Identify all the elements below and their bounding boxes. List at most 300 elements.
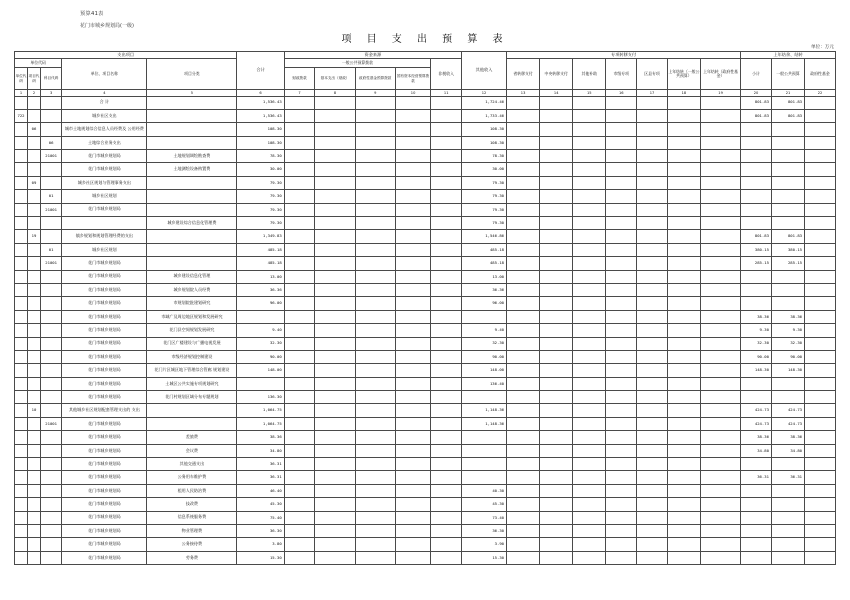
col-letter: 7 <box>284 90 315 97</box>
cell-gov-fund <box>355 511 395 524</box>
cell-project-class <box>147 176 237 189</box>
cell-central-trans <box>573 377 606 390</box>
cell-unit-code <box>15 297 28 310</box>
unit-label: 单位：万元 <box>811 45 834 50</box>
cell-soe-capital <box>395 471 430 484</box>
cell-fin-alloc <box>284 484 315 497</box>
page-title: 项 目 支 出 预 算 表 <box>341 34 509 45</box>
cell-fund-carry <box>805 350 836 363</box>
cell-basic-exp <box>315 377 355 390</box>
cell-fin-alloc <box>284 458 315 471</box>
cell-social-ins <box>431 337 462 350</box>
cell-other-trans <box>606 109 637 122</box>
cell-prov-trans <box>540 324 573 337</box>
cell-basic-exp <box>315 525 355 538</box>
cell-central-trans <box>573 337 606 350</box>
cell-prov-trans <box>540 243 573 256</box>
cell-carry-general <box>700 377 740 390</box>
cell-district <box>667 444 700 457</box>
cell-project-class: 技改费 <box>147 498 237 511</box>
cell-project-class: 城乡建设综合信息化管理费 <box>147 217 237 230</box>
cell-prov-trans <box>540 136 573 149</box>
cell-unit-name: 花门市城乡规划局 <box>62 283 147 296</box>
col-code-subject: 科目代码 <box>41 68 62 90</box>
cell-other-income <box>507 217 540 230</box>
cell-gov-fund <box>355 310 395 323</box>
cell-fund-carry <box>805 217 836 230</box>
cell-unit-code <box>15 123 28 136</box>
cell-unit-code <box>15 136 28 149</box>
cell-district <box>667 391 700 404</box>
cell-unit-code <box>15 163 28 176</box>
cell-subject-code <box>41 96 62 109</box>
cell-carry-general <box>700 551 740 564</box>
cell-project-class: 土地测绘设备购置费 <box>147 163 237 176</box>
cell-total: 36.36 <box>237 283 284 296</box>
cell-project-code: 10 <box>28 404 41 417</box>
cell-central-trans <box>573 123 606 136</box>
cell-central-trans <box>573 417 606 430</box>
cell-district <box>667 283 700 296</box>
cell-carry-general <box>700 150 740 163</box>
cell-project-code <box>28 484 41 497</box>
cell-social-ins <box>431 203 462 216</box>
cell-nontax: 1,148.36 <box>462 404 507 417</box>
cell-fund-carry <box>805 551 836 564</box>
cell-carry-general <box>700 190 740 203</box>
cell-sum <box>741 525 772 538</box>
cell-gov-fund <box>355 364 395 377</box>
cell-gov-fund <box>355 203 395 216</box>
cell-gen-carry <box>771 297 804 310</box>
cell-unit-name: 花门市城乡规划局 <box>62 525 147 538</box>
cell-central-trans <box>573 270 606 283</box>
cell-fin-alloc <box>284 377 315 390</box>
cell-city-level <box>637 337 668 350</box>
cell-unit-name: 花门市城乡规划局 <box>62 337 147 350</box>
cell-basic-exp <box>315 337 355 350</box>
col-project-class: 项目分类 <box>147 59 237 90</box>
cell-nontax: 90.00 <box>462 350 507 363</box>
cell-fin-alloc <box>284 176 315 189</box>
cell-central-trans <box>573 525 606 538</box>
cell-basic-exp <box>315 176 355 189</box>
cell-basic-exp <box>315 404 355 417</box>
cell-fund-carry <box>805 511 836 524</box>
cell-carry-general <box>700 417 740 430</box>
cell-other-trans <box>606 190 637 203</box>
cell-prov-trans <box>540 391 573 404</box>
cell-prov-trans <box>540 190 573 203</box>
cell-city-level <box>637 498 668 511</box>
table-row <box>15 417 836 430</box>
col-letter: 5 <box>147 90 237 97</box>
cell-fin-alloc <box>284 444 315 457</box>
cell-total <box>237 377 284 390</box>
cell-subject-code <box>41 350 62 363</box>
cell-carry-general <box>700 364 740 377</box>
cell-unit-name: 花门市城乡规划局 <box>62 391 147 404</box>
cell-other-income <box>507 136 540 149</box>
table-row <box>15 364 836 377</box>
table-row <box>15 538 836 551</box>
cell-fin-alloc <box>284 257 315 270</box>
cell-project-class: 城乡规划院人员经费 <box>147 283 237 296</box>
cell-other-trans <box>606 163 637 176</box>
cell-carry-general <box>700 270 740 283</box>
cell-unit-code <box>15 377 28 390</box>
cell-city-level <box>637 163 668 176</box>
cell-project-class: 物业管理费 <box>147 525 237 538</box>
cell-central-trans <box>573 203 606 216</box>
cell-gen-carry: 285.15 <box>771 257 804 270</box>
cell-project-class: 其他交通支出 <box>147 458 237 471</box>
cell-sum <box>741 150 772 163</box>
cell-total: 79.30 <box>237 203 284 216</box>
cell-prov-trans <box>540 109 573 122</box>
cell-other-income <box>507 337 540 350</box>
table-row <box>15 190 836 203</box>
cell-unit-code <box>15 458 28 471</box>
cell-sum: 9.30 <box>741 324 772 337</box>
cell-gen-carry: 380.15 <box>771 243 804 256</box>
cell-central-trans <box>573 391 606 404</box>
cell-total: 34.80 <box>237 444 284 457</box>
cell-sum <box>741 484 772 497</box>
cell-unit-name: 花门市城乡规划局 <box>62 498 147 511</box>
cell-unit-code <box>15 417 28 430</box>
cell-other-income <box>507 297 540 310</box>
cell-project-class: 土地规划调绘勘查费 <box>147 150 237 163</box>
cell-city-level <box>637 230 668 243</box>
cell-social-ins <box>431 257 462 270</box>
cell-basic-exp <box>315 203 355 216</box>
cell-gov-fund <box>355 257 395 270</box>
cell-fin-alloc <box>284 243 315 256</box>
cell-fin-alloc <box>284 190 315 203</box>
cell-subject-code: 21001 <box>41 150 62 163</box>
cell-fin-alloc <box>284 350 315 363</box>
cell-central-trans <box>573 217 606 230</box>
cell-basic-exp <box>315 484 355 497</box>
cell-project-code <box>28 243 41 256</box>
cell-project-class <box>147 203 237 216</box>
cell-central-trans <box>573 431 606 444</box>
cell-city-level <box>637 109 668 122</box>
cell-basic-exp <box>315 551 355 564</box>
cell-unit-code <box>15 270 28 283</box>
cell-nontax: 3.90 <box>462 538 507 551</box>
cell-fund-carry <box>805 431 836 444</box>
cell-project-code: 06 <box>28 123 41 136</box>
col-letter: 2 <box>28 90 41 97</box>
table-row <box>15 391 836 404</box>
cell-sum: 285.15 <box>741 257 772 270</box>
cell-other-income <box>507 391 540 404</box>
cell-gen-carry <box>771 123 804 136</box>
cell-unit-code <box>15 203 28 216</box>
cell-gov-fund <box>355 525 395 538</box>
table-row <box>15 337 836 350</box>
cell-social-ins <box>431 538 462 551</box>
cell-other-income <box>507 538 540 551</box>
cell-soe-capital <box>395 350 430 363</box>
cell-total: 96.00 <box>237 297 284 310</box>
cell-project-code <box>28 324 41 337</box>
cell-prov-trans <box>540 444 573 457</box>
cell-fund-carry <box>805 458 836 471</box>
cell-carry-general <box>700 217 740 230</box>
cell-other-income <box>507 511 540 524</box>
cell-unit-code <box>15 310 28 323</box>
cell-district <box>667 270 700 283</box>
cell-sum <box>741 511 772 524</box>
col-gen-carry: 一般公共预算 <box>771 59 804 90</box>
cell-social-ins <box>431 109 462 122</box>
cell-other-trans <box>606 471 637 484</box>
cell-total: 36.31 <box>237 471 284 484</box>
cell-city-level <box>637 297 668 310</box>
table-row <box>15 150 836 163</box>
col-fin-alloc: 财政拨款 <box>284 68 315 90</box>
cell-city-level <box>637 391 668 404</box>
cell-subject-code <box>41 377 62 390</box>
cell-gov-fund <box>355 498 395 511</box>
cell-basic-exp <box>315 109 355 122</box>
cell-unit-name: 城乡社区规划与管理事务支出 <box>62 176 147 189</box>
cell-subject-code <box>41 109 62 122</box>
cell-carry-general <box>700 350 740 363</box>
cell-fund-carry <box>805 230 836 243</box>
cell-unit-name: 花门市城乡规划局 <box>62 257 147 270</box>
cell-fin-alloc <box>284 525 315 538</box>
cell-total: 108.30 <box>237 136 284 149</box>
col-letter: 8 <box>315 90 355 97</box>
cell-soe-capital <box>395 163 430 176</box>
cell-sum <box>741 391 772 404</box>
cell-subject-code <box>41 217 62 230</box>
cell-sum: 148.30 <box>741 364 772 377</box>
cell-soe-capital <box>395 310 430 323</box>
cell-fund-carry <box>805 310 836 323</box>
cell-subject-code <box>41 123 62 136</box>
cell-fin-alloc <box>284 471 315 484</box>
cell-soe-capital <box>395 498 430 511</box>
cell-gov-fund <box>355 551 395 564</box>
cell-fin-alloc <box>284 203 315 216</box>
cell-other-trans <box>606 310 637 323</box>
cell-gen-carry <box>771 190 804 203</box>
cell-project-code <box>28 217 41 230</box>
cell-fund-carry <box>805 136 836 149</box>
cell-other-income <box>507 109 540 122</box>
cell-unit-name: 花门市城乡规划局 <box>62 471 147 484</box>
cell-social-ins <box>431 471 462 484</box>
cell-unit-code <box>15 150 28 163</box>
cell-city-level <box>637 551 668 564</box>
cell-subject-code: 01 <box>41 190 62 203</box>
cell-nontax: 15.30 <box>462 551 507 564</box>
budget-table <box>14 51 836 565</box>
cell-total: 108.30 <box>237 123 284 136</box>
cell-carry-general <box>700 431 740 444</box>
cell-project-code <box>28 163 41 176</box>
cell-subject-code <box>41 498 62 511</box>
cell-sum: 32.30 <box>741 337 772 350</box>
cell-other-trans <box>606 136 637 149</box>
cell-other-trans <box>606 458 637 471</box>
cell-basic-exp <box>315 538 355 551</box>
cell-total: 75.40 <box>237 511 284 524</box>
col-district: 区县专项 <box>637 59 668 90</box>
table-row <box>15 498 836 511</box>
cell-other-income <box>507 377 540 390</box>
cell-sum: 380.15 <box>741 243 772 256</box>
cell-gen-carry <box>771 391 804 404</box>
cell-project-code <box>28 511 41 524</box>
cell-fin-alloc <box>284 324 315 337</box>
cell-project-code <box>28 444 41 457</box>
cell-social-ins <box>431 551 462 564</box>
cell-basic-exp <box>315 498 355 511</box>
cell-fin-alloc <box>284 96 315 109</box>
cell-carry-general <box>700 203 740 216</box>
cell-prov-trans <box>540 230 573 243</box>
cell-district <box>667 525 700 538</box>
cell-nontax: 485.18 <box>462 257 507 270</box>
col-letter: 17 <box>637 90 668 97</box>
cell-project-code <box>28 190 41 203</box>
cell-city-level <box>637 525 668 538</box>
cell-project-code <box>28 203 41 216</box>
cell-prov-trans <box>540 377 573 390</box>
cell-carry-general <box>700 243 740 256</box>
cell-fund-carry <box>805 324 836 337</box>
cell-social-ins <box>431 283 462 296</box>
col-city-level: 市级专项 <box>606 59 637 90</box>
cell-gov-fund <box>355 431 395 444</box>
cell-total: 79.30 <box>237 217 284 230</box>
cell-soe-capital <box>395 297 430 310</box>
table-row <box>15 444 836 457</box>
cell-gen-carry: 148.30 <box>771 364 804 377</box>
cell-subject-code <box>41 230 62 243</box>
cell-carry-general <box>700 297 740 310</box>
cell-total: 32.30 <box>237 337 284 350</box>
cell-other-trans <box>606 538 637 551</box>
cell-gov-fund <box>355 377 395 390</box>
cell-project-code <box>28 297 41 310</box>
cell-unit-code <box>15 257 28 270</box>
cell-district <box>667 310 700 323</box>
cell-other-trans <box>606 324 637 337</box>
cell-gen-carry: 424.73 <box>771 417 804 430</box>
cell-other-income <box>507 230 540 243</box>
cell-central-trans <box>573 458 606 471</box>
cell-subject-code <box>41 310 62 323</box>
cell-unit-name: 花门市城乡规划局 <box>62 484 147 497</box>
table-row <box>15 377 836 390</box>
cell-gov-fund <box>355 176 395 189</box>
cell-district <box>667 484 700 497</box>
cell-fin-alloc <box>284 498 315 511</box>
cell-gen-carry <box>771 538 804 551</box>
cell-prov-trans <box>540 203 573 216</box>
col-letter: 20 <box>741 90 772 97</box>
cell-carry-general <box>700 404 740 417</box>
cell-other-trans <box>606 217 637 230</box>
cell-gen-carry: 90.00 <box>771 350 804 363</box>
cell-district <box>667 136 700 149</box>
cell-other-income <box>507 458 540 471</box>
col-letter: 9 <box>355 90 395 97</box>
cell-unit-name: 花门市城乡规划局 <box>62 444 147 457</box>
cell-project-code <box>28 109 41 122</box>
cell-gov-fund <box>355 404 395 417</box>
cell-carry-general <box>700 176 740 189</box>
cell-unit-code <box>15 190 28 203</box>
table-row <box>15 458 836 471</box>
cell-carry-general <box>700 109 740 122</box>
cell-social-ins <box>431 310 462 323</box>
cell-carry-general <box>700 538 740 551</box>
cell-total: 36.31 <box>237 458 284 471</box>
cell-fin-alloc <box>284 310 315 323</box>
cell-sum <box>741 377 772 390</box>
cell-district <box>667 458 700 471</box>
cell-subject-code <box>41 511 62 524</box>
cell-unit-code: 722 <box>15 109 28 122</box>
cell-other-income <box>507 163 540 176</box>
cell-subject-code <box>41 270 62 283</box>
cell-central-trans <box>573 150 606 163</box>
cell-unit-name: 土地综合业务支出 <box>62 136 147 149</box>
cell-nontax: 1,546.86 <box>462 230 507 243</box>
cell-basic-exp <box>315 163 355 176</box>
cell-fund-carry <box>805 525 836 538</box>
cell-nontax: 79.30 <box>462 176 507 189</box>
cell-district <box>667 150 700 163</box>
sheet-label: 花门市城乡规划局(一级) <box>80 23 134 29</box>
cell-other-trans <box>606 417 637 430</box>
cell-gen-carry <box>771 525 804 538</box>
cell-unit-name: 花门市城乡规划局 <box>62 511 147 524</box>
cell-gen-carry <box>771 176 804 189</box>
cell-other-trans <box>606 484 637 497</box>
cell-fin-alloc <box>284 123 315 136</box>
cell-social-ins <box>431 96 462 109</box>
cell-project-class <box>147 257 237 270</box>
cell-city-level <box>637 217 668 230</box>
cell-fin-alloc <box>284 109 315 122</box>
cell-soe-capital <box>395 243 430 256</box>
cell-social-ins <box>431 350 462 363</box>
cell-subject-code <box>41 337 62 350</box>
cell-total: 78.30 <box>237 150 284 163</box>
cell-gov-fund <box>355 458 395 471</box>
col-other-trans: 其他补助 <box>573 59 606 90</box>
cell-unit-name: 花门市城乡规划局 <box>62 270 147 283</box>
table-row <box>15 431 836 444</box>
cell-unit-name: 花门市城乡规划局 <box>62 551 147 564</box>
cell-subject-code <box>41 404 62 417</box>
cell-soe-capital <box>395 217 430 230</box>
cell-soe-capital <box>395 538 430 551</box>
cell-project-code <box>28 551 41 564</box>
cell-soe-capital <box>395 337 430 350</box>
cell-sum: 801.83 <box>741 230 772 243</box>
cell-other-income <box>507 310 540 323</box>
